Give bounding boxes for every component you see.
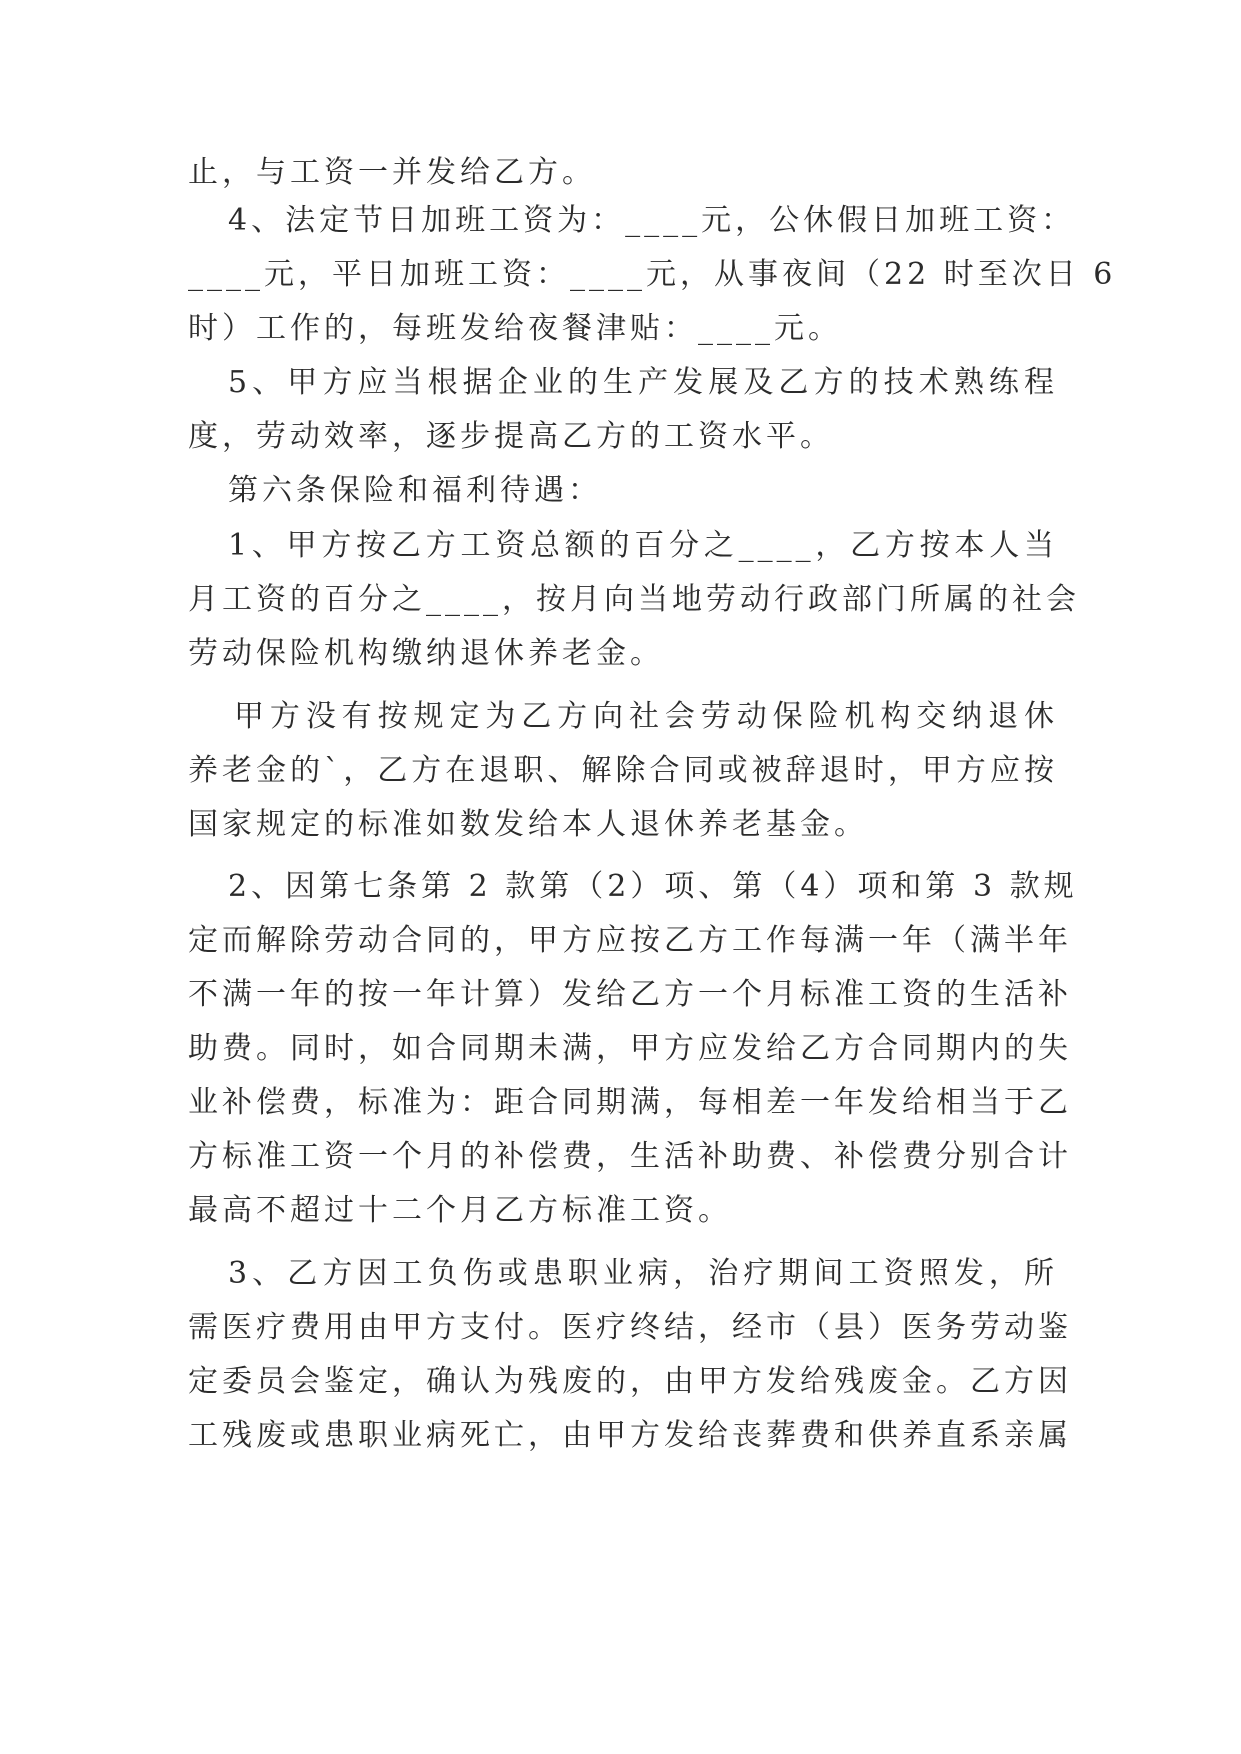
text-line: 2、因第七条第 2 款第（2）项、第（4）项和第 3 款规 [228,869,1078,904]
text-line: 业补偿费，标准为：距合同期满，每相差一年发给相当于乙 [188,1085,1072,1120]
text-line: 国家规定的标准如数发给本人退休养老基金。 [188,807,868,842]
text-line: 最高不超过十二个月乙方标准工资。 [188,1193,732,1228]
text-line: 月工资的百分之____，按月向当地劳动行政部门所属的社会 [188,582,1080,617]
text-line: 甲方没有按规定为乙方向社会劳动保险机构交纳退休 [234,699,1058,734]
text-line: 不满一年的按一年计算）发给乙方一个月标准工资的生活补 [188,977,1072,1012]
text-line: 定委员会鉴定，确认为残废的，由甲方发给残废金。乙方因 [188,1364,1072,1399]
text-line: 5、甲方应当根据企业的生产发展及乙方的技术熟练程 [228,365,1058,400]
text-line: 劳动保险机构缴纳退休养老金。 [188,636,664,671]
text-line: 需医疗费用由甲方支付。医疗终结，经市（县）医务劳动鉴 [188,1310,1072,1345]
text-line: ____元，平日加班工资：____元，从事夜间（22 时至次日 6 [188,257,1117,292]
text-line: 定而解除劳动合同的，甲方应按乙方工作每满一年（满半年 [188,923,1072,958]
text-line: 4、法定节日加班工资为：____元，公休假日加班工资： [228,203,1076,238]
text-line: 1、甲方按乙方工资总额的百分之____，乙方按本人当 [228,528,1058,563]
text-line: 止，与工资一并发给乙方。 [188,155,596,190]
text-line: 3、乙方因工负伤或患职业病，治疗期间工资照发，所 [228,1256,1058,1291]
text-line: 工残废或患职业病死亡，由甲方发给丧葬费和供养直系亲属 [188,1418,1072,1453]
text-line: 方标准工资一个月的补偿费，生活补助费、补偿费分别合计 [188,1139,1072,1174]
text-line: 时）工作的，每班发给夜餐津贴：____元。 [188,311,842,346]
text-line: 养老金的`，乙方在退职、解除合同或被辞退时，甲方应按 [188,753,1058,788]
section-heading: 第六条保险和福利待遇： [228,473,602,508]
text-line: 度，劳动效率，逐步提高乙方的工资水平。 [188,419,834,454]
text-line: 助费。同时，如合同期未满，甲方应发给乙方合同期内的失 [188,1031,1072,1066]
